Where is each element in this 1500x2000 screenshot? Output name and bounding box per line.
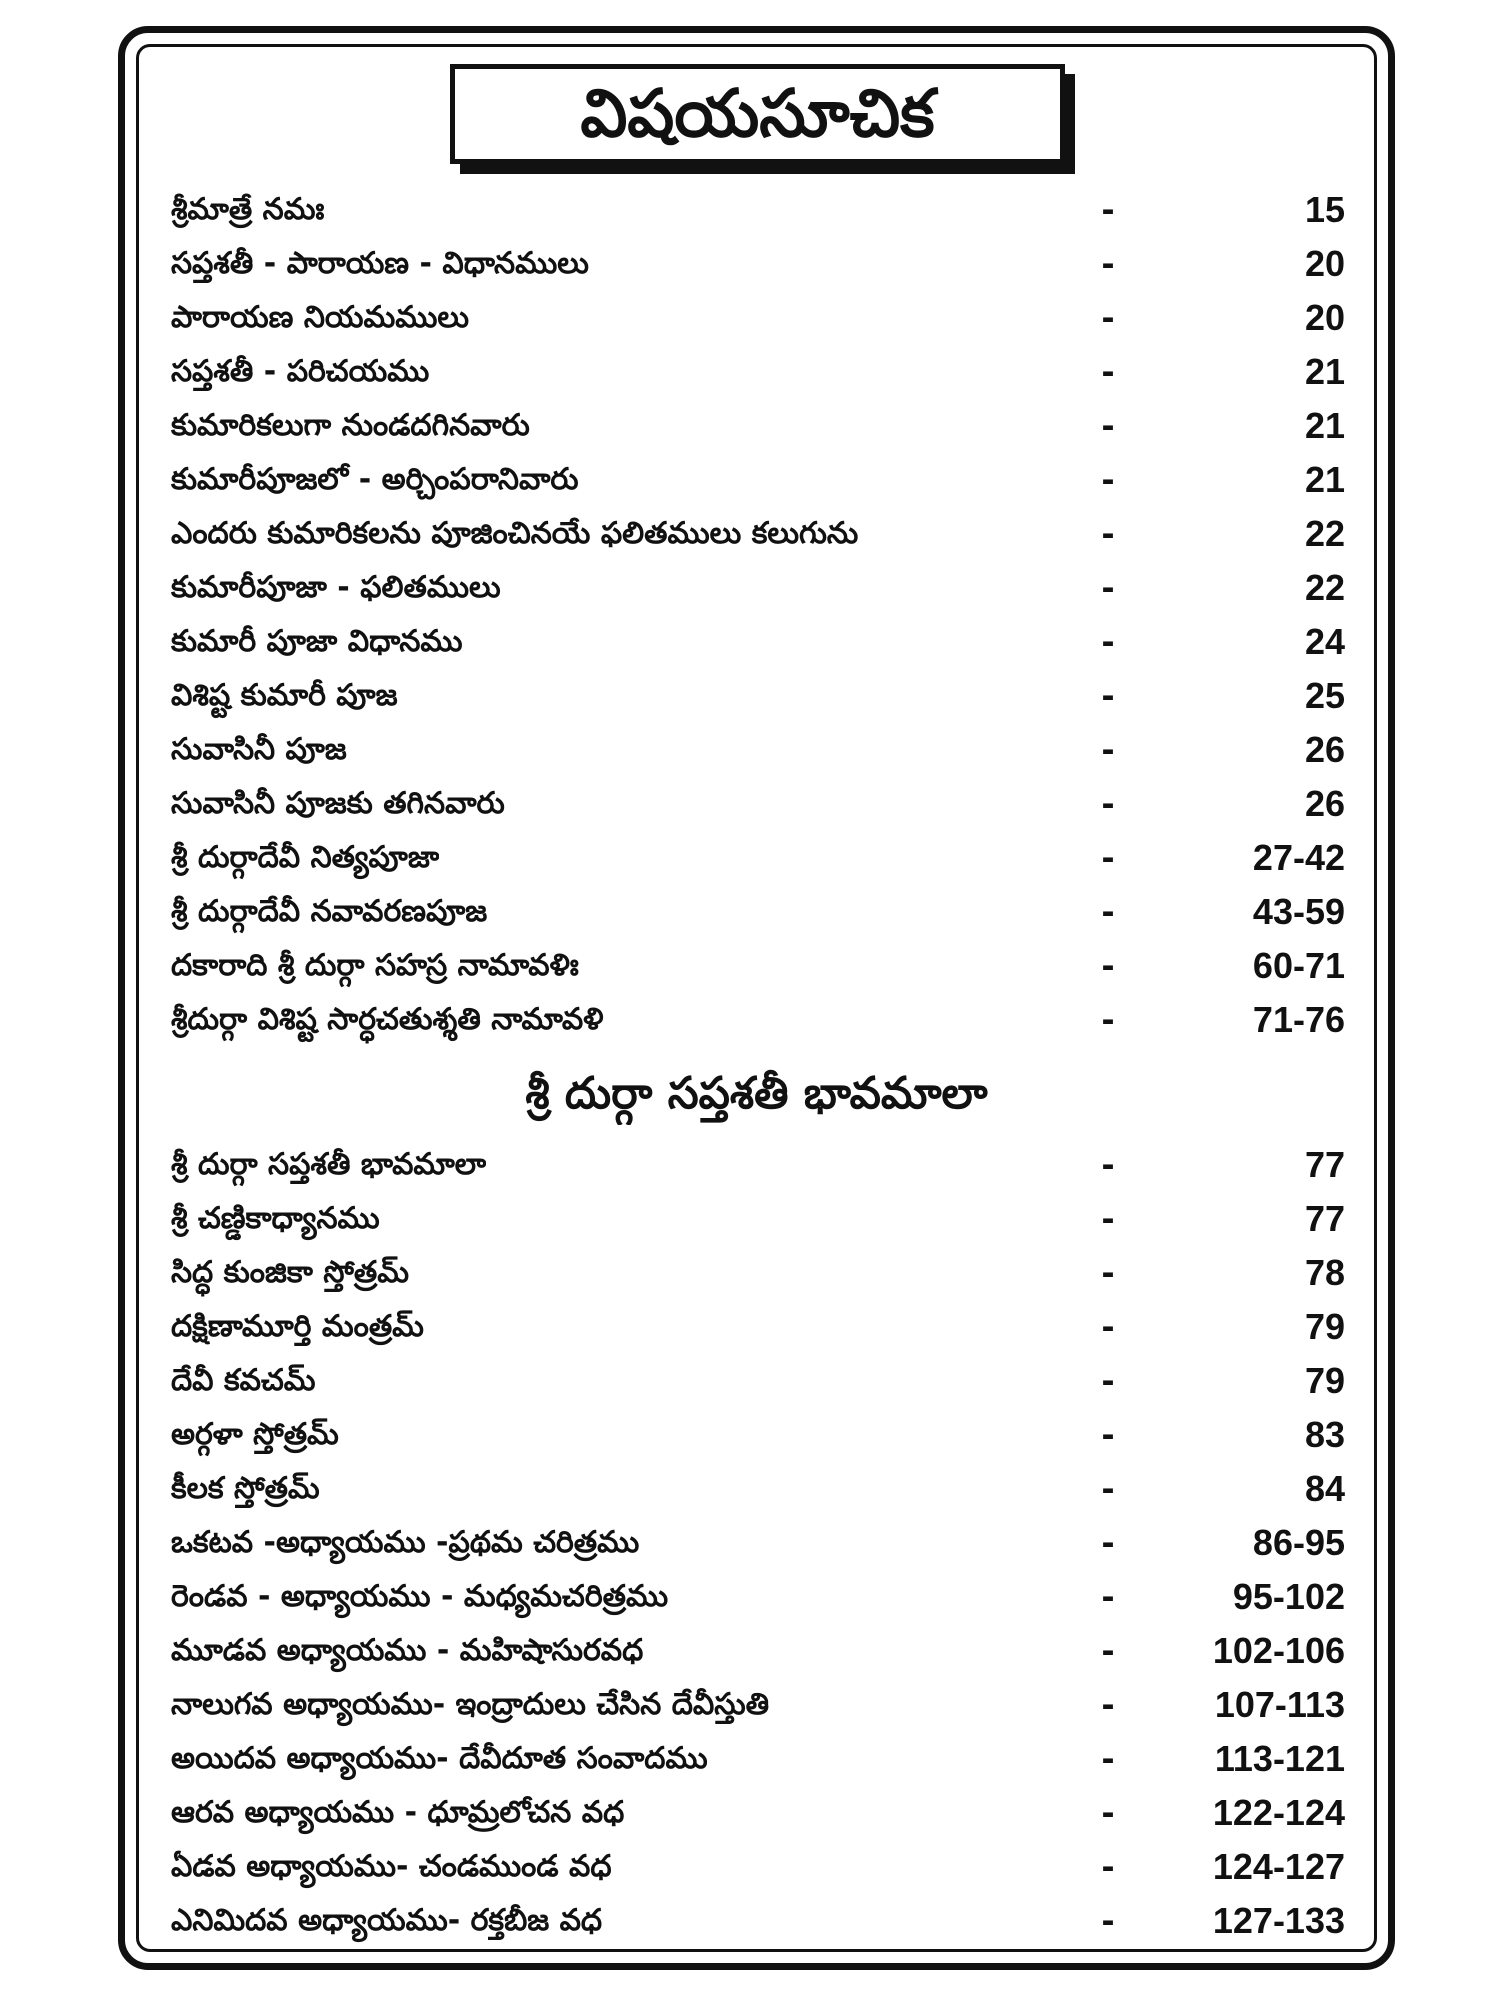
toc-separator: - [1101,407,1115,445]
toc-row [171,183,1345,237]
toc-entry-title: ఎందరు కుమారికలను పూజించినయే ఫలితములు కలుగును [171,516,859,551]
toc-separator: - [1101,299,1115,337]
page-title: విషయసూచిక [450,64,1065,164]
toc-row [171,1516,1345,1570]
toc-entry-title: రెండవ - అధ్యాయము - మధ్యమచరిత్రము [171,1579,669,1614]
toc-separator: - [1101,515,1115,553]
toc-row [171,993,1345,1047]
toc-entry-title: కుమారికలుగా నుండదగినవారు [171,408,530,443]
toc-page-number: 71-76 [1252,999,1345,1040]
toc-separator: - [1101,839,1115,877]
toc-separator: - [1101,1200,1115,1238]
toc-page-number: 95-102 [1232,1576,1345,1617]
toc-separator: - [1101,461,1115,499]
toc-page-number: 22 [1304,513,1345,554]
toc-page-number: 43-59 [1252,891,1345,932]
toc-page-number: 79 [1304,1360,1345,1401]
toc-row [171,399,1345,453]
toc-entry-title: శ్రీ దుర్గాదేవీ నవావరణపూజ [171,894,488,929]
toc-page-number: 86-95 [1252,1522,1345,1563]
toc-row [171,723,1345,777]
toc-page-number: 20 [1304,297,1345,338]
toc-separator: - [1101,1470,1115,1508]
toc-row [171,1462,1345,1516]
toc-page-number: 113-121 [1214,1738,1345,1779]
toc-page-number: 79 [1304,1306,1345,1347]
toc-separator: - [1101,1308,1115,1346]
section-heading: శ్రీ దుర్గా సప్తశతీ భావమాలా [525,1068,988,1119]
toc-row [171,1732,1345,1786]
toc-row [171,453,1345,507]
toc-entry-title: పారాయణ నియమములు [171,300,469,335]
toc-separator: - [1101,1001,1115,1039]
toc-row [171,1138,1345,1192]
toc-separator: - [1101,785,1115,823]
toc-separator: - [1101,1254,1115,1292]
toc-list-main [171,183,1345,1047]
toc-separator: - [1101,1902,1115,1940]
toc-entry-title: ఒకటవ -అధ్యాయము -ప్రథమ చరిత్రము [171,1525,640,1560]
toc-entry-title: అయిదవ అధ్యాయము- దేవీదూత సంవాదము [171,1741,708,1776]
toc-row [171,237,1345,291]
toc-entry-title: ఎనిమిదవ అధ్యాయము- రక్తబీజ వధ [171,1903,603,1938]
toc-row [171,1246,1345,1300]
toc-separator: - [1101,623,1115,661]
toc-page-number: 26 [1304,729,1345,770]
toc-row [171,885,1345,939]
toc-entry-title: అర్గళా స్తోత్రమ్ [171,1417,339,1452]
toc-row [171,1354,1345,1408]
toc-row [171,1678,1345,1732]
toc-page-number: 22 [1304,567,1345,608]
toc-page-number: 84 [1304,1468,1345,1509]
toc-row [171,1192,1345,1246]
toc-page-number: 83 [1304,1414,1345,1455]
toc-page-number: 15 [1304,189,1345,230]
toc-entry-title: మూడవ అధ్యాయము - మహిషాసురవధ [171,1633,644,1668]
toc-entry-title: శ్రీదుర్గా విశిష్ట సార్ధచతుశ్శతి నామావళి [171,1002,604,1037]
toc-entry-title: ఆరవ అధ్యాయము - ధూమ్రలోచన వధ [171,1795,625,1830]
toc-row [171,1786,1345,1840]
toc-entry-title: నాలుగవ అధ్యాయము- ఇంద్రాదులు చేసిన దేవీస్తుతి [171,1687,770,1722]
toc-row [171,1624,1345,1678]
toc-entry-title: ఏడవ అధ్యాయము- చండముండ వధ [171,1849,612,1884]
toc-entry-title: దేవీ కవచమ్ [171,1363,316,1398]
toc-entry-title: విశిష్ట కుమారీ పూజ [171,678,398,713]
toc-page-number: 25 [1304,675,1345,716]
toc-entry-title: కుమారీపూజా - ఫలితములు [171,570,501,605]
toc-separator: - [1101,893,1115,931]
toc-separator: - [1101,677,1115,715]
toc-entry-title: సప్తశతీ - పారాయణ - విధానములు [171,246,589,281]
toc-entry-title: దకారాది శ్రీ దుర్గా సహస్ర నామావళిః [171,948,579,983]
toc-page-number: 78 [1304,1252,1345,1293]
toc-separator: - [1101,731,1115,769]
toc-entry-title: శ్రీ చణ్డికాధ్యానము [171,1201,380,1236]
toc-entry-title: శ్రీ దుర్గాదేవీ నిత్యపూజా [171,840,440,875]
toc-page-number: 127-133 [1212,1900,1345,1941]
toc-entry-title: సిద్ధ కుంజికా స్తోత్రమ్ [171,1255,409,1290]
toc-page-number: 21 [1304,459,1345,500]
toc-row [171,507,1345,561]
toc-page-number: 21 [1304,351,1345,392]
toc-separator: - [1101,947,1115,985]
toc-row [171,291,1345,345]
toc-entry-title: కుమారీ పూజా విధానము [171,624,463,659]
toc-page-number: 124-127 [1212,1846,1345,1887]
toc-row [171,831,1345,885]
toc-entry-title: సువాసినీ పూజ [171,732,347,767]
toc-separator: - [1101,1578,1115,1616]
toc-page-number: 26 [1304,783,1345,824]
toc-row [171,1300,1345,1354]
toc-page-number: 21 [1304,405,1345,446]
toc-row [171,1570,1345,1624]
toc-separator: - [1101,1740,1115,1778]
toc-entry-title: సప్తశతీ - పరిచయము [171,354,430,389]
toc-page-number: 102-106 [1212,1630,1345,1671]
toc-separator: - [1101,1686,1115,1724]
toc-row [171,1840,1345,1894]
toc-entry-title: శ్రీ దుర్గా సప్తశతీ భావమాలా [171,1147,487,1182]
toc-separator: - [1101,245,1115,283]
toc-separator: - [1101,1794,1115,1832]
toc-separator: - [1101,1524,1115,1562]
toc-page-number: 20 [1304,243,1345,284]
toc-separator: - [1101,353,1115,391]
toc-page-number: 107-113 [1214,1684,1345,1725]
toc-entry-title: శ్రీమాత్రే నమః [171,192,325,227]
toc-row [171,1894,1345,1948]
toc-row [171,777,1345,831]
toc-entry-title: కీలక స్తోత్రమ్ [171,1471,320,1506]
toc-row [171,561,1345,615]
toc-page-number: 77 [1304,1144,1345,1185]
toc-separator: - [1101,1146,1115,1184]
toc-page-number: 24 [1304,621,1345,662]
toc-row [171,615,1345,669]
toc-page-number: 60-71 [1252,945,1345,986]
toc-separator: - [1101,1848,1115,1886]
toc-row [171,1408,1345,1462]
toc-entry-title: దక్షిణామూర్తి మంత్రమ్ [171,1309,424,1344]
toc-page-number: 77 [1304,1198,1345,1239]
toc-row [171,345,1345,399]
toc-page-number: 122-124 [1212,1792,1345,1833]
toc-separator: - [1101,1416,1115,1454]
toc-separator: - [1101,191,1115,229]
toc-entry-title: కుమారీపూజలో - అర్చింపరానివారు [171,462,579,497]
toc-row [171,939,1345,993]
toc-separator: - [1101,1632,1115,1670]
toc-page-number: 27-42 [1252,837,1345,878]
toc-row [171,669,1345,723]
toc-list-bhavamala [171,1138,1345,1948]
toc-separator: - [1101,569,1115,607]
toc-entry-title: సువాసినీ పూజకు తగినవారు [171,786,505,821]
toc-separator: - [1101,1362,1115,1400]
